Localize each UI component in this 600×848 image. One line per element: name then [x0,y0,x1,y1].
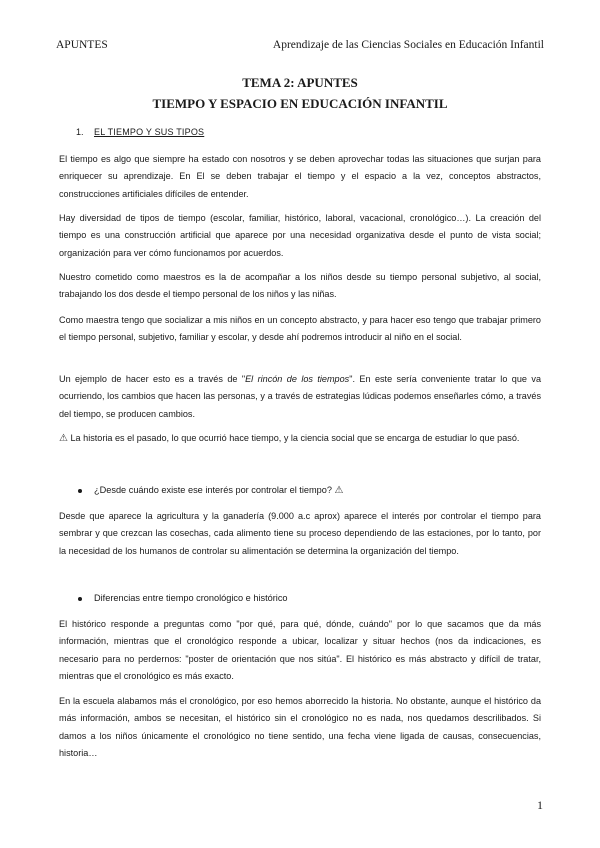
paragraph-6-text: La historia es el pasado, lo que ocurrió hace tiempo, y la ciencia social que se encarga de estudiar lo que pasó. [70,433,520,443]
section-heading [76,127,204,137]
document-subtitle: TIEMPO Y ESPACIO EN EDUCACIÓN INFANTIL [152,96,448,111]
paragraph-5-text-b: ". En este sería conveniente tratar lo que va ocurriendo, los cambios que hacen las personas, y a través de estrategias lúdicas podemos enseñarles cómo, a través del tiempo, se producen cambios. [59,374,541,419]
paragraph-7: Desde que aparece la agricultura y la ganadería (9.000 a.c aprox) aparece el interés por controlar el tiempo para sembrar y que crezcan las cosechas, cada alimento tiene su proceso dependiendo de las estaciones, por lo tanto, por la necesidad de los humanos de controlar su alimentación se determina la organización del tiempo. [59,511,541,556]
paragraph-3: Nuestro cometido como maestros es la de acompañar a los niños desde su tiempo personal subjetivo, al social, trabajando los dos desde el tiempo personal de los niños y las niñas. [59,272,541,300]
bullet-dot [78,597,82,601]
document-title: TEMA 2: APUNTES [242,75,358,90]
header-left: APUNTES [56,39,108,51]
paragraph-9: En la escuela alabamos más el cronológico, por eso hemos aborrecido la historia. No obstante, aunque el histórico da más información, ambos se necesitan, el histórico sin el cronológico no es nada, nos quedamos descrilibados. Si damos a los niños únicamente el cronológico no tiene sentido, una fecha viene ligada de causas, consecuencias, historia… [59,696,541,759]
bullet-item-2 [78,593,288,603]
paragraph-2: Hay diversidad de tipos de tiempo (escolar, familiar, histórico, laboral, vacacional, cronológico…). La creación del tiempo es una construcción artificial que aparece por una necesidad organizativa desde el punto de vista social; organización para ver cómo funcionamos por acuerdos. [59,213,541,258]
paragraph-5 [59,371,541,423]
paragraph-8: El histórico responde a preguntas como "por qué, para qué, dónde, cuándo" por lo que sacamos que da más información, mientras que el cronológico responde a ubicar, localizar y situar hechos (nos da indicaciones, es necesario para no perdernos: "poster de orientación que nos sitúa". El histórico es más abstracto y difícil de tratar, mientras que el cronológico es más exacto. [59,619,541,682]
bullet-item-1 [78,485,344,496]
warning-icon: ⚠ [334,485,344,496]
paragraph-5-text-a: Un ejemplo de hacer esto es a través de " [59,374,246,384]
paragraph-5-italic: El rincón de los tiempos [245,374,350,384]
bullet-1-text: ¿Desde cuándo existe ese interés por controlar el tiempo? [94,485,332,495]
paragraph-1: El tiempo es algo que siempre ha estado con nosotros y se deben aprovechar todas las situaciones que surjan para enriquecer su aprendizaje. En El se deben trabajar el tiempo y el espacio a la vez, conceptos abstractos, construcciones artificiales difíciles de entender. [59,154,541,199]
paragraph-6 [59,430,541,447]
section-title: EL TIEMPO Y SUS TIPOS [94,127,205,137]
bullet-dot [78,489,82,493]
warning-icon: ⚠ [59,433,68,444]
section-number: 1. [76,127,84,137]
bullet-2-text: Diferencias entre tiempo cronológico e histórico [94,593,288,603]
paragraph-4: Como maestra tengo que socializar a mis niños en un concepto abstracto, y para hacer eso tengo que trabajar primero el tiempo personal, subjetivo, familiar y escolar, y desde ahí podremos introducir al niño en el social. [59,315,541,343]
page-number: 1 [537,798,543,812]
header-right: Aprendizaje de las Ciencias Sociales en Educación Infantil [272,39,544,51]
